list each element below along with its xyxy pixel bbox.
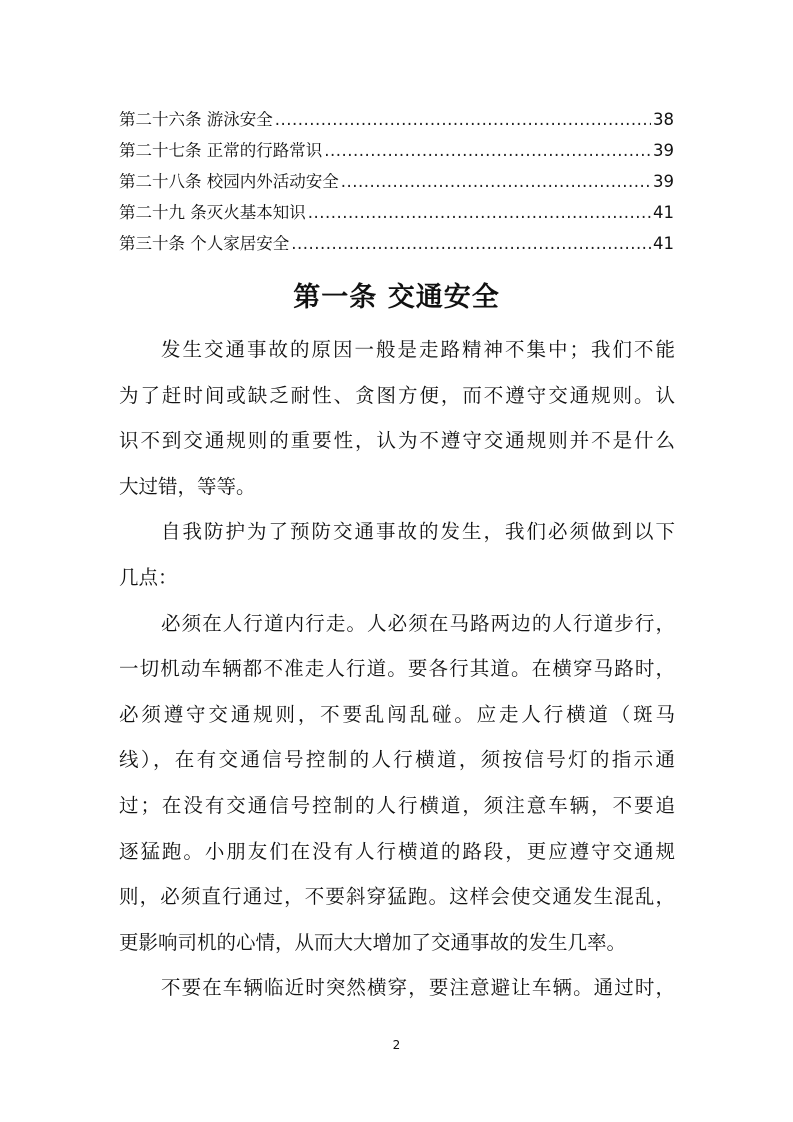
toc-entry-page: 41 [653,203,674,222]
toc-entry[interactable] [119,197,674,228]
toc-leader-dots [275,104,651,135]
section-heading: 第一条 交通安全 [293,282,500,313]
table-of-contents [119,104,674,259]
body-text [119,327,675,1011]
paragraph-line: 不要在车辆临近时突然横穿，要注意避让车辆。通过时， [161,976,675,1000]
page-number: 2 [392,1038,401,1052]
paragraph-line: 大过错，等等。 [119,474,256,498]
toc-entry-title: 第二十七条 正常的行路常识 [119,141,323,160]
paragraph-line: 更影响司机的心情，从而大大增加了交通事故的发生几率。 [119,930,627,954]
toc-leader-dots [341,166,651,197]
toc-entry-page: 41 [653,234,674,253]
paragraph-line: 几点： [119,565,178,589]
paragraph-line: 为了赶时间或缺乏耐性、贪图方便，而不遵守交通规则。认 [119,383,675,407]
paragraph-line: 逐猛跑。小朋友们在没有人行横道的路段，更应遵守交通规 [119,839,675,863]
toc-entry[interactable] [119,135,674,166]
toc-entry-page: 38 [653,110,674,129]
toc-entry-page: 39 [653,141,674,160]
toc-entry-title: 第三十条 个人家居安全 [119,234,290,253]
paragraph-line: 线），在有交通信号控制的人行横道，须按信号灯的指示通 [119,748,675,772]
paragraph-line: 发生交通事故的原因一般是走路精神不集中；我们不能 [161,338,675,361]
toc-entry-page: 39 [653,172,674,191]
toc-entry[interactable] [119,104,674,135]
paragraph-line: 识不到交通规则的重要性，认为不遵守交通规则并不是什么 [119,429,675,453]
paragraph-line: 过；在没有交通信号控制的人行横道，须注意车辆，不要追 [119,793,675,817]
toc-leader-dots [324,135,651,166]
paragraph-line: 必须遵守交通规则，不要乱闯乱碰。应走人行横道（斑马 [119,702,675,726]
toc-entry-title: 第二十九 条灭火基本知识 [119,203,306,222]
toc-entry-title: 第二十八条 校园内外活动安全 [119,172,339,191]
paragraph-line: 必须在人行道内行走。人必须在马路两边的人行道步行， [161,611,675,635]
toc-leader-dots [291,228,651,259]
paragraph-line: 一切机动车辆都不准走人行道。要各行其道。在横穿马路时， [119,657,675,681]
toc-entry[interactable] [119,166,674,197]
paragraph-line: 自我防护为了预防交通事故的发生，我们必须做到以下 [161,520,675,544]
paragraph-line: 则，必须直行通过，不要斜穿猛跑。这样会使交通发生混乱， [119,885,675,909]
toc-entry-title: 第二十六条 游泳安全 [119,110,273,129]
toc-leader-dots [308,197,651,228]
toc-entry[interactable] [119,228,674,259]
